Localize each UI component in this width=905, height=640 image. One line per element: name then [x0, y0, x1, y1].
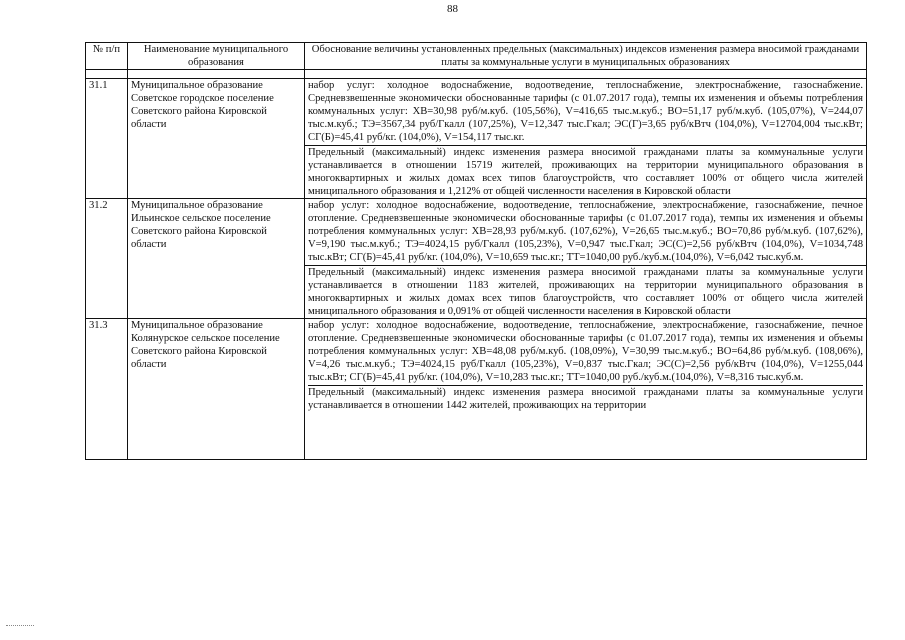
- index-text: Предельный (максимальный) индекс изменения размера вносимой гражданами платы за коммунальные услуги устанавливается в отношении 1183 жителей, проживающих на территории муниципального образования в многоквартирных и жилых домах всех типов благоустройств, что составляет 100% от общего числа жителей мниципального образования и 0,091% от общей численности населения в Кировской области: [305, 265, 866, 318]
- row-number: 31.3: [86, 319, 128, 460]
- basis-cell: [305, 199, 867, 319]
- services-text: набор услуг: холодное водоснабжение, водоотведение, теплоснабжение, электроснабжение, газоснабжение. Средневзвешенные экономически обоснованные тарифы (с 01.07.2017 года), темпы их изменения и объемы потребления коммунальных услуг: ХВ=30,98 руб/м.куб. (105,56%), V=416,65 тыс.м.куб.; ВО=51,17 руб/м.куб. (105,07%), V=244,07 тыс.м.куб.; ТЭ=3567,34 руб/Гкалл (107,25%), V=12,347 тыс.Гкал; ЭС(Г)=3,65 руб/кВтч (104,0%), V=12704,004 тыс.кВт; СГ(Б)=45,41 руб/кг. (104,0%), V=154,117 тыс.кг.: [308, 80, 863, 143]
- scan-artifact: [6, 625, 34, 627]
- table-row: [86, 199, 867, 319]
- row-number: 31.1: [86, 79, 128, 199]
- header-basis: Обоснование величины установленных предельных (максимальных) индексов изменения размера вносимой гражданами платы за коммунальные услуги в муниципальных образованиях: [305, 43, 867, 70]
- tariff-index-table: [85, 42, 867, 460]
- header-spacer-row: [86, 70, 867, 79]
- table-row: [86, 319, 867, 460]
- row-number: 31.2: [86, 199, 128, 319]
- municipality-name: Муниципальное образование Колянурское сельское поселение Советского района Кировской области: [128, 319, 305, 460]
- basis-cell: [305, 79, 867, 199]
- index-text: Предельный (максимальный) индекс изменения размера вносимой гражданами платы за коммунальные услуги устанавливается в отношении 15719 жителей, проживающих на территории муниципального образования в многоквартирных и жилых домах всех типов благоустройств, что составляет 100% от общего числа жителей мниципального образования и 1,212% от общей численности населения в Кировской области: [305, 145, 866, 198]
- table-row: [86, 79, 867, 199]
- header-num: № п/п: [86, 43, 128, 70]
- municipality-name: Муниципальное образование Советское городское поселение Советского района Кировской области: [128, 79, 305, 199]
- header-name: Наименование муниципального образования: [128, 43, 305, 70]
- table-header-row: [86, 43, 867, 70]
- services-text: набор услуг: холодное водоснабжение, водоотведение, теплоснабжение, электроснабжение, газоснабжение, печное отопление. Средневзвешенные экономически обоснованные тарифы (с 01.07.2017 года), темпы их изменения и объемы потребления коммунальных услуг: ХВ=28,93 руб/м.куб. (107,62%), V=26,65 тыс.м.куб.; ВО=70,86 руб/м.куб. (107,62%), V=9,190 тыс.м.куб.; ТЭ=4024,15 руб/Гкалл (105,23%), V=0,947 тыс.Гкал; ЭС(С)=2,56 руб/кВтч (104,0%), V=1034,748 тыс.кВт; СГ(Б)=45,41 руб/кг. (104,0%), V=10,659 тыс.кг.; ТТ=1040,00 руб./куб.м.(104,0%), V=6,042 тыс.куб.м.: [308, 200, 863, 263]
- basis-cell: [305, 319, 867, 460]
- index-text: Предельный (максимальный) индекс изменения размера вносимой гражданами платы за коммунальные услуги устанавливается в отношении 1442 жителей, проживающих на территории: [308, 385, 863, 412]
- services-text: набор услуг: холодное водоснабжение, водоотведение, теплоснабжение, электроснабжение, газоснабжение, печное отопление. Средневзвешенные экономически обоснованные тарифы (с 01.07.2017 года), темпы их изменения и объемы потребления коммунальных услуг: ХВ=48,08 руб/м.куб. (108,09%), V=30,99 тыс.м.куб.; ВО=64,86 руб/м.куб. (108,06%), V=4,26 тыс.м.куб.; ТЭ=4024,15 руб/Гкалл (105,23%), V=0,837 тыс.Гкал; ЭС(С)=2,56 руб/кВтч (104,0%), V=1255,044 тыс.кВт; СГ(Б)=45,41 руб/кг. (104,0%), V=10,283 тыс.кг.; ТТ=1040,00 руб./куб.м.(104,0%), V=8,316 тыс.куб.м.: [308, 320, 863, 383]
- page-number: 88: [447, 3, 458, 15]
- municipality-name: Муниципальное образование Ильинское сельское поселение Советского района Кировской области: [128, 199, 305, 319]
